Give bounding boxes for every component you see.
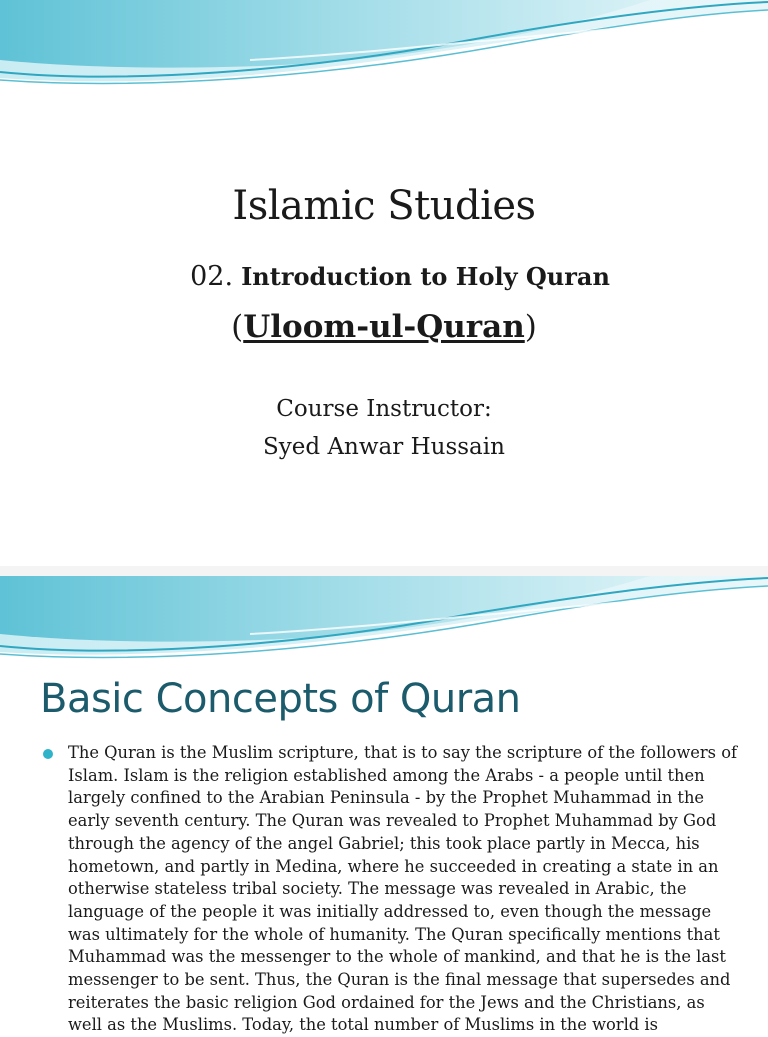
slide-title: Islamic Studies <box>232 183 536 229</box>
bullet-paragraph: The Quran is the Muslim scripture, that is to say the scripture of the followers of Islam. Islam is the religion established among the Arabs - a people until then largely confined to the Arabian Peninsula - by the Prophet Muhammad in the early seventh century. The Quran was revealed to Prophet Muhammad by God through the agency of the angel Gabriel; this took place partly in Mecca, his hometown, and partly in Medina, where he succeeded in creating a state in an otherwise stateless tribal society. The message was revealed in Arabic, the language of the people it was initially addressed to, even though the message was ultimately for the whole of humanity. The Quran specifically mentions that Muhammad was the messenger to the whole of mankind, and that he is the last messenger to be sent. Thus, the Quran is the final message that supersedes and reiterates the basic religion God ordained for the Jews and the Christians, as well as the Muslims. Today, the total number of Muslims in the world is <box>68 743 738 1035</box>
lesson-number: 02. <box>190 261 234 292</box>
wave-banner-graphic <box>0 0 768 100</box>
uloom-close-paren: ) <box>524 309 537 345</box>
section-heading: Basic Concepts of Quran <box>40 676 521 722</box>
subtitle-row <box>0 261 768 292</box>
instructor-label: Course Instructor: <box>276 396 492 422</box>
uloom-row <box>0 309 768 345</box>
uloom-open-paren: ( <box>231 309 244 345</box>
uloom-title: Uloom-ul-Quran <box>243 309 525 345</box>
wave-banner-graphic <box>0 576 768 671</box>
bullet-dot-icon <box>43 749 53 759</box>
slide-divider <box>0 566 768 576</box>
lesson-subtitle: Introduction to Holy Quran <box>241 262 610 291</box>
instructor-name: Syed Anwar Hussain <box>263 434 505 460</box>
